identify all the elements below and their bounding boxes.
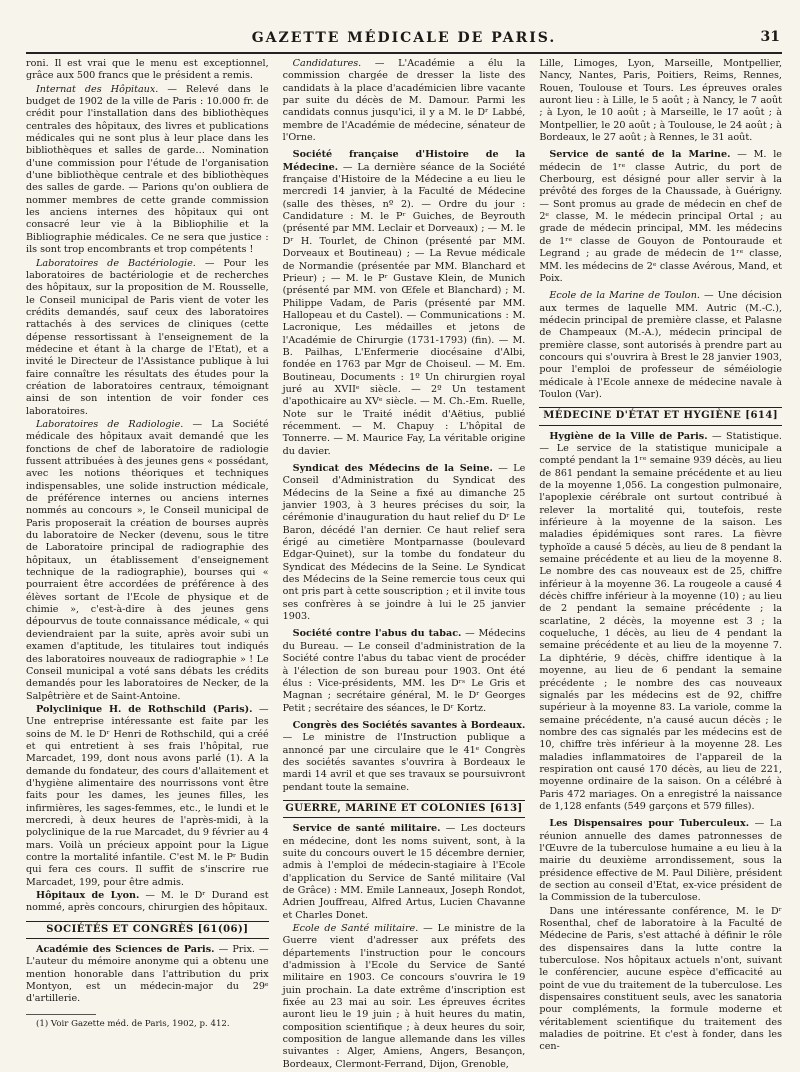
paragraph: [283, 463, 526, 623]
paragraph: [26, 944, 269, 1006]
item-heading: Congrès des Sociétés savantes à Bordeaux.: [292, 719, 526, 731]
column-2: [283, 58, 526, 1072]
item-heading: Service de santé militaire.: [292, 823, 441, 835]
item-body: — Le ministre de la Guerre vient d'adresser aux préfets des départements l'instruction pour le concours d'admission à l'Ecole du Service de Santé militaire en 1903. Ce concours s'ouvrira le 19 juin prochain. La date extrême d'inscription est fixée au 23 mai au soir. Les épreuves écrites auront lieu le 19 juin ; à huit heures du matin, composition scientifique ; à deux heures du soir, composition de langue allemande dans les villes suivantes : Alger, Amiens, Angers, Besançon, Bordeaux, Clermont-Ferrand, Dijon, Grenoble,: [282, 923, 526, 1070]
item-heading: Hygiène de la Ville de Paris.: [549, 430, 708, 442]
item-heading: Internat des Hôpitaux.: [36, 83, 159, 95]
item-body: — Le Conseil d'Administration du Syndicat des Médecins de la Seine a fixé au dimanche 25 janvier 1903, à 3 heures précises du soir, la cérémonie d'inauguration du haut relief du Dʳ Le Baron, décédé l'an dernier. Ce haut relief sera érigé au cimetière Montparnasse (boulevard Edgar-Quinet), sur la tombe du fondateur du Syndicat des Médecins de la Seine. Le Syndicat des Médecins de la Seine remercie tous ceux qui ont pris part à cette souscription ; et il invite tous ses confrères à se joindre à lui le 25 janvier 1903.: [282, 463, 526, 623]
item-heading: Candidatures.: [292, 58, 362, 69]
item-body: — Prix. — L'auteur du mémoire anonyme qui a obtenu une mention honorable dans l'attribution du prix Montyon, est un médecin-major du 29ᵉ d'artillerie.: [26, 944, 269, 1005]
item-heading: Laboratoires de Bactériologie.: [36, 257, 196, 269]
item-heading: Société contre l'abus du tabac.: [292, 628, 462, 640]
paragraph: [283, 628, 526, 714]
paragraph: roni. Il est vrai que le menu est exceptionnel, grâce aux 500 francs que le président a remis.: [26, 58, 269, 82]
item-body: — Les docteurs en médecine, dont les noms suivent, sont, à la suite du concours ouvert le 15 décembre dernier, admis à l'emploi de médecin-stagiaire à l'Ecole d'application du Service de Santé militaire (Val de Grâce) : MM. Emile Lanneaux, Joseph Rondot, Adrien Jouffreau, Alfred Artus, Lucien Chavanne et Charles Donet.: [282, 823, 526, 921]
item-heading: Polyclinique H. de Rothschild (Paris).: [36, 703, 253, 715]
section-heading: GUERRE, MARINE ET COLONIES [613]: [283, 800, 526, 818]
item-heading: Hôpitaux de Lyon.: [36, 890, 140, 902]
item-body: — Relevé dans le budget de 1902 de la ville de Paris : 10.000 fr. de crédit pour l'installation dans des bibliothèques centrales des hôpitaux, des livres et publications médicales qui ne sont plus à leur place dans les bibliothèques et salles de garde… Nomination d'une commission pour l'étude de l'organisation d'une bibliothèque centrale et des bibliothèques des salles de garde. — Parions qu'on oubliera de nommer membres de cette grande commission les anciens internes des hôpitaux qui ont consacré leur vie à la Bibliophilie et la Bibliographie médicales. Ce ne sera que justice : ils sont trop encombrants et trop compétents !: [26, 83, 269, 256]
paragraph: [539, 431, 782, 814]
footnote: (1) Voir Gazette méd. de Paris, 1902, p. 412.: [36, 1018, 230, 1029]
paragraph: [26, 258, 269, 418]
column-1: [26, 58, 269, 1072]
paragraph: [283, 923, 526, 1071]
paragraph: [283, 823, 526, 922]
item-body: — Une entreprise intéressante est faite par les soins de M. le Dʳ Henri de Rothschild, qui a créé et qui entretient à ses frais l'hôpital, rue Marcadet, 199, dont nous avons parlé (1). A la demande du fondateur, des cours d'allaitement et d'hygiène alimentaire des nourrissons vont être faits pour les dames, les jeunes filles, les infirmières, les sages-femmes, etc., le lundi et le mercredi, à deux heures de l'après-midi, à la polyclinique de la rue Marcadet, du 9 février au 4 mars. Voilà un précieux appoint pour la Ligue contre la mortalité infantile. C'est M. le Pʳ Budin qui fera ces cours. Il suffit de s'inscrire rue Marcadet, 199, pour être admis.: [26, 703, 269, 888]
item-heading: Académie des Sciences de Paris.: [36, 944, 215, 956]
paragraph: [539, 818, 782, 904]
paragraph: [283, 720, 526, 794]
item-body: — La réunion annuelle des dames patronnesses de l'Œuvre de la tuberculose humaine a eu lieu à la mairie du deuxième arrondissement, sous la présidence effective de M. Paul Dilière, président de section au conseil d'Etat, ex-vice président de la Commission de la tuberculose.: [539, 818, 782, 904]
paragraph: [26, 84, 269, 257]
item-body: — L'Académie a élu la commission chargée de dresser la liste des candidats à la place d'académicien libre vacante par suite du décès de M. Damour. Parmi les candidats connus jusqu'ici, il y a M. le Dʳ Labbé, membre de l'Académie de médecine, sénateur de l'Orne.: [282, 58, 526, 144]
item-heading: Ecole de la Marine de Toulon.: [549, 290, 700, 302]
item-body: — M. le médecin de 1ʳᵉ classe Autric, du port de Cherbourg, est désigné pour aller servir à la prévôté des forges de la Chaussade, à Guérigny. — Sont promus au grade de médecin en chef de 2ᵉ classe, M. le médecin principal Ortal ; au grade de médecin principal, MM. les médecins de 1ʳᵉ classe de Gouyon de Pontouraude et Legrand ; au grade de médecin de 1ʳᵉ classe, MM. les médecins de 2ᵉ classe Avérous, Mand, et Poix.: [539, 149, 782, 284]
item-heading: Service de santé de la Marine.: [549, 149, 731, 161]
page-number: 31: [760, 29, 780, 45]
item-heading: Syndicat des Médecins de la Seine.: [292, 463, 493, 474]
item-body: — Statistique. — Le service de la statistique municipale a compté pendant la 1ʳᵉ semaine 939 décès, au lieu de 861 pendant la semaine précédente et au lieu de la moyenne 1,056. La congestion pulmonaire, l'apoplexie cérébrale ont surtout contribué à relever la mortalité qui, toutefois, reste inférieure à la moyenne de la saison. Les maladies épidémiques sont rares. La fièvre typhoïde a causé 5 décès, au lieu de 8 pendant la semaine précédente et au lieu de la moyenne 8. Le nombre des cas nouveaux est de 25, chiffre inférieur à la moyenne 36. La rougeole a causé 4 décès chiffre inférieur à la moyenne (10) ; au lieu de 2 pendant la semaine précédente ; la scarlatine, 2 décès, la moyenne est 3 ; la coqueluche, 1 décès, au lieu de 4 pendant la semaine précédente et au lieu de la moyenne 7. La diphtérie, 9 décès, chiffre identique à la moyenne, au lieu de 6 pendant la semaine précédente ; le nombre des cas nouveaux signalés par les médecins est de 92, chiffre supérieur à la moyenne 83. La variole, comme la semaine précédente, n'a causé aucun décès ; le nombre des cas signalés par les médecins est de 10, chiffre très inférieur à la moyenne 28. Les maladies inflammatoires de l'appareil de la respiration ont causé 170 décès, au lieu de 221, moyenne ordinaire de la saison. On a célébré à Paris 472 mariages. On a enregistré la naissance de 1,128 enfants (549 garçons et 579 filles).: [539, 430, 782, 812]
column-3: [539, 58, 782, 1072]
paragraph: [283, 58, 526, 144]
item-body: — Une décision aux termes de laquelle MM. Autric (M.-C.), médecin principal de première classe, et Palasne de Champeaux (M.-A.), médecin principal de première classe, sont autorisés à prendre part au concours qui s'ouvrira à Brest le 28 janvier 1903, pour l'emploi de professeur de séméiologie médicale à l'Ecole annexe de médecine navale à Toulon (Var).: [539, 290, 782, 400]
paragraph: [26, 419, 269, 703]
paragraph: [26, 890, 269, 915]
item-heading: Les Dispensaires pour Tuberculeux.: [549, 818, 750, 830]
paragraph: [26, 704, 269, 889]
paragraph: Dans une intéressante conférence, M. le Dʳ Rosenthal, chef de laboratoire à la Faculté de Médecine de Paris, s'est attaché à définir le rôle des dispensaires dans la lutte contre la tuberculose. Nos hôpitaux actuels n'ont, suivant le conférencier, aucune espèce d'efficacité au point de vue du traitement de la tuberculose. Les dispensaires constituent seuls, avec les sanatoria pour compléments, la formule moderne et véritablement scientifique du traitement des maladies de poitrine. Et c'est à fonder, dans les cen-: [539, 905, 782, 1053]
item-body: — Le ministre de l'Instruction publique a annoncé par une circulaire que le 41ᵉ Congrès des sociétés savantes s'ouvrira à Bordeaux le mardi 14 avril et que ses travaux se poursuivront pendant toute la semaine.: [282, 732, 526, 793]
item-heading: Ecole de Santé militaire.: [292, 923, 419, 935]
text-columns: [26, 58, 782, 1070]
item-body: — Pour les laboratoires de bactériologie et de recherches des hôpitaux, sur la proposition de M. Rousselle, le Conseil municipal de Paris vient de voter les crédits demandés, sauf ceux des laboratoires rattachés à des services de cliniques (cette dépense ressortissant à l'enseignement de la médecine et étant à la charge de l'Etat), et a invité le Directeur de l'Assistance publique à lui faire connaître les résultats des études pour la création de laboratoires centraux, témoignant ainsi de son intention de voir fonder ces laboratoires.: [26, 257, 269, 417]
item-body: — M. le Dʳ Durand est nommé, après concours, chirurgien des hôpitaux.: [26, 890, 269, 914]
item-body: — La dernière séance de la Société française d'Histoire de la Médecine a eu lieu le mercredi 14 janvier, à la Faculté de Médecine (salle des thèses, nº 2). — Ordre du jour : Candidature : M. le Pʳ Guiches, de Beyrouth (présenté par MM. Leclair et Dorveaux) ; — M. le Dʳ H. Tourlet, de Chinon (présenté par MM. Dorveaux et Boutineau) ; — La Revue médicale de Normandie (présentée par MM. Blanchard et Prieur) ; — M. le Pʳ Gustave Klein, de Munich (présenté par MM. von Œfele et Blanchard) ; M. Philippe Vadam, de Paris (présenté par MM. Hallopeau et du Castel). — Communications : M. Lacronique, Les médailles et jetons de l'Académie de Chirurgie (1731-1793) (fin). — M. B. Pailhas, L'Enfermerie diocésaine d'Albi, fondée en 1763 par Mgr de Choiseul. — M. Em. Boutineau, Documents : 1º Un chirurgien royal juré au XVIIᵉ siècle. — 2º Un testament d'apothicaire au XVᵉ siècle. — M. Ch.-Em. Ruelle, Note sur le Traité inédit d'Aëtius, publié récemment. — M. Chapuy : L'hôpital de Tonnerre. — M. Maurice Fay, La véritable origine du davier.: [282, 161, 526, 457]
section-heading: SOCIÉTÉS ET CONGRÈS [61(06)]: [26, 921, 269, 939]
running-title: GAZETTE MÉDICALE DE PARIS.: [251, 30, 557, 46]
item-heading: Société française d'Histoire de la Médecine.: [282, 149, 526, 173]
page-header: [26, 22, 782, 54]
paragraph: [283, 149, 526, 458]
paragraph: Lille, Limoges, Lyon, Marseille, Montpellier, Nancy, Nantes, Paris, Poitiers, Reims, Rennes, Rouen, Toulouse et Tours. Les épreuves orales auront lieu : à Lille, le 5 août ; à Nancy, le 7 août ; à Lyon, le 10 août ; à Marseille, le 17 août ; à Montpellier, le 20 août ; à Toulouse, le 24 août ; à Bordeaux, le 27 août ; à Rennes, le 31 août.: [539, 58, 782, 144]
section-heading: MÉDECINE D'ÉTAT ET HYGIÈNE [614]: [539, 407, 782, 425]
item-body: — La Société médicale des hôpitaux avait demandé que les fonctions de chef de laboratoire de radiologie fussent attribuées à des jeunes gens « possédant, avec les notions théoriques et techniques indispensables, une solide instruction médicale, de préférence internes ou anciens internes nommés au concours », le Conseil municipal de Paris proposerait la création de bourses auprès du laboratoire de Necker (devenu, sous le titre de Laboratoire principal de radiographie des hôpitaux, un établissement d'enseignement technique de la radiographie), bourses qui « pourraient être accordées de préférence à des élèves sortant de l'Ecole de physique et de chimie », c'est-à-dire à des jeunes gens dépourvus de toute connaissance médicale, « qui deviendraient par la suite, après avoir subi un examen d'aptitude, les titulaires tout indiqués des laboratoires nouveaux de radiographie » ! Le Conseil municipal a voté sans débats les crédits demandés pour les laboratoires de Necker, de la Salpêtrière et de Saint-Antoine.: [26, 418, 269, 702]
paragraph: [539, 149, 782, 285]
item-heading: Laboratoires de Radiologie.: [36, 418, 184, 430]
item-body: — Médecins du Bureau. — Le conseil d'administration de la Société contre l'abus du tabac vient de procéder à l'élection de son bureau pour 1903. Ont été élus : Vice-présidents, MM. les Dʳˢ Le Gris et Magnan ; secrétaire général, M. le Dʳ Georges Petit ; secrétaire des séances, le Dʳ Kortz.: [282, 628, 526, 714]
paragraph: [539, 290, 782, 401]
footnote-rule: [26, 1014, 96, 1015]
